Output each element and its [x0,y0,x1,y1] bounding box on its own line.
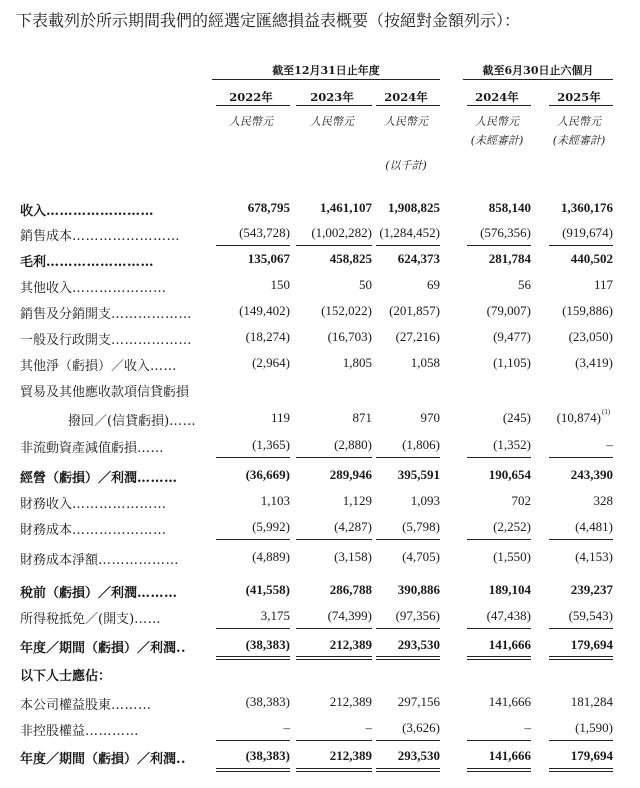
table-cell-value: 150 [270,277,290,292]
total-rule [296,539,372,540]
table-cell-value: 141,666 [488,637,531,652]
table-cell-value: 289,946 [329,467,372,482]
total-rule [376,628,440,629]
total-rule [216,740,290,741]
row-label [20,582,178,601]
row-label [20,637,186,656]
total-rule [216,628,290,629]
table-cell-value: (4,705) [402,549,440,564]
row-leader-dots: ………………… [72,497,167,512]
table-cell [503,303,613,319]
total-rule [467,771,531,772]
table-cell-value: 135,067 [247,251,290,266]
column-unit-4: 人民幣元 [557,115,601,128]
group-underline-annual [212,79,440,80]
total-rule [549,457,613,458]
row-label-text: 其他收入 [20,281,73,296]
table-cell-value: (1,002,282) [311,225,372,240]
total-rule [376,659,440,660]
table-cell-value: – [365,720,372,735]
table-cell-value: (2,880) [334,437,372,452]
row-leader-dots: ……… [111,698,152,713]
table-cell-value: 3,175 [260,608,290,623]
row-label [20,251,154,270]
total-rule [296,659,372,660]
column-unit-2: 人民幣元 [384,115,428,128]
column-year-1: 2023年 [310,90,354,104]
total-rule [467,656,531,657]
table-cell-value: – [606,437,613,452]
table-cell-value: (245) [502,410,531,425]
column-unit-3: 人民幣元 [475,115,519,128]
total-rule [549,771,613,772]
column-year-underline-0 [216,105,290,106]
table-cell-value: (576,356) [480,225,531,240]
table-cell-value: (9,477) [493,329,531,344]
table-cell-value: 395,591 [397,467,440,482]
table-cell-value: 286,788 [329,582,372,597]
table-cell-value: (543,728) [239,225,290,240]
table-cell [503,582,613,598]
total-rule [549,628,613,629]
row-leader-dots: ……………… [98,553,180,568]
total-rule [376,768,440,769]
table-cell-value: (23,050) [568,329,613,344]
table-cell [503,748,613,764]
row-label [20,225,180,244]
total-rule [549,740,613,741]
table-cell [503,277,613,293]
total-rule [467,245,531,246]
table-cell-value: 119 [270,410,290,425]
total-rule [296,740,372,741]
table-cell-value: 181,284 [570,694,613,709]
total-rule [549,659,613,660]
row-label-text: 所得稅抵免／(開支) [20,612,135,627]
table-cell-value: (1,550) [493,549,531,564]
table-cell-value: – [283,720,290,735]
total-rule [216,457,290,458]
total-rule [376,457,440,458]
table-cell-value: (1,284,452) [379,225,440,240]
row-label-text: 以下人士應佔： [20,669,112,684]
row-label [20,519,167,538]
total-rule [216,245,290,246]
total-rule [296,245,372,246]
total-rule [376,539,440,540]
table-cell-value: 189,104 [488,582,531,597]
table-cell-value: (3,626) [402,720,440,735]
column-year-underline-3 [467,105,531,106]
row-leader-dots: …… [150,359,178,374]
table-cell-value: 458,825 [329,251,372,266]
table-cell-value: 243,390 [570,467,613,482]
total-rule [296,457,372,458]
row-label [20,329,192,348]
row-label-text: 年度／期間（虧損）／利潤 [20,752,177,767]
column-year-4: 2025年 [557,90,601,104]
table-cell-value: 239,237 [570,582,613,597]
table-cell-value: 970 [420,410,440,425]
table-cell-value: 117 [593,277,613,292]
table-cell [503,694,613,710]
table-cell-value: 871 [352,410,372,425]
total-rule [467,457,531,458]
total-rule [549,245,613,246]
row-leader-dots: ……… [137,471,178,486]
row-leader-dots: .. [176,752,187,767]
table-cell [503,329,613,345]
row-leader-dots: ………………… [72,281,167,296]
row-label-text: 非控股權益 [20,724,86,739]
table-cell-value: (47,438) [486,608,531,623]
table-cell-value: 1,129 [342,493,372,508]
row-leader-dots: ………… [85,724,140,739]
table-cell [491,410,601,426]
table-cell-value: 50 [359,277,372,292]
table-cell-value: (152,022) [321,303,372,318]
table-cell-value: 141,666 [488,748,531,763]
row-label-text: 貿易及其他應收款項信貸虧損 [20,385,190,400]
total-rule [467,659,531,660]
column-year-underline-4 [549,105,613,106]
table-cell-value: (10,874) [556,410,601,425]
table-cell-value: (38,383) [245,748,290,763]
table-cell-value: (79,007) [486,303,531,318]
column-unit-1: 人民幣元 [310,115,354,128]
total-rule [376,656,440,657]
table-cell [503,467,613,483]
column-year-3: 2024年 [475,90,519,104]
table-cell-value: (1,806) [402,437,440,452]
row-leader-dots: …………………… [72,229,181,244]
table-cell-value: 212,389 [329,637,372,652]
table-cell-value: 212,389 [329,694,372,709]
column-unaudited-4: (未經審計) [552,134,606,147]
table-cell-value: (1,365) [252,437,290,452]
table-cell-value: 1,805 [342,355,372,370]
table-cell-value: (36,669) [245,467,290,482]
table-cell [503,637,613,653]
total-rule [296,771,372,772]
row-label [20,355,177,374]
table-cell-value: (1,590) [575,720,613,735]
table-cell-value: 297,156 [397,694,440,709]
table-cell-value: (1,352) [493,437,531,452]
thousands-note: (以千計) [385,159,427,172]
table-cell-value: 293,530 [397,637,440,652]
table-cell-value: 190,654 [488,467,531,482]
table-cell [503,608,613,624]
table-cell-value: (59,543) [568,608,613,623]
table-cell-value: (74,399) [327,608,372,623]
table-cell-value: 390,886 [397,582,440,597]
row-leader-dots: ………………… [72,523,167,538]
row-leader-dots: ……………… [111,333,193,348]
table-cell-value: (149,402) [239,303,290,318]
table-cell-value: (4,287) [334,519,372,534]
row-label-text: 非流動資產減值虧損 [20,441,138,456]
table-cell-value: (5,992) [252,519,290,534]
footnote-marker: (1) [602,408,611,416]
table-cell-value: 1,103 [260,493,290,508]
row-label [20,467,178,486]
row-label [20,200,154,219]
row-label [20,549,179,568]
table-cell-value: 56 [518,277,531,292]
total-rule [467,768,531,769]
table-cell-value: (18,274) [245,329,290,344]
column-year-underline-1 [296,105,372,106]
table-cell-value: (97,356) [395,608,440,623]
table-cell-value: 212,389 [329,748,372,763]
table-cell [503,355,613,371]
group-header-annual: 截至12月31日止年度 [272,64,380,77]
row-label-text: 收入 [20,204,47,219]
row-label [20,694,152,713]
table-cell [503,519,613,535]
row-label [20,493,167,512]
column-unit-0: 人民幣元 [229,115,273,128]
table-cell-value: (41,558) [245,582,290,597]
table-cell-value: (1,105) [493,355,531,370]
table-cell-value: (919,674) [562,225,613,240]
table-cell [503,549,613,565]
column-year-0: 2022年 [229,90,273,104]
row-leader-dots: …… [137,441,165,456]
table-cell-value: (4,889) [252,549,290,564]
row-label-text: 其他淨（虧損）／收入 [20,359,151,374]
table-cell-value: 1,461,107 [320,200,372,215]
total-rule [216,659,290,660]
table-cell [503,493,613,509]
column-unaudited-3: (未經審計) [470,134,524,147]
intro-text: 下表載列於所示期間我們的經選定匯總損益表概要（按絕對金額列示）： [16,11,521,30]
table-cell [503,251,613,267]
row-label-text: 經營（虧損）／利潤 [20,471,138,486]
row-label [20,608,161,627]
row-label-text: 財務成本淨額 [20,553,99,568]
row-leader-dots: ……………… [111,307,193,322]
table-cell-value: 328 [593,493,613,508]
row-leader-dots: .. [176,641,187,656]
table-cell-value: (38,383) [245,637,290,652]
table-cell-value: 1,093 [410,493,440,508]
table-cell-value: 858,140 [488,200,531,215]
table-cell-value: (2,252) [493,519,531,534]
table-cell-value: (159,886) [562,303,613,318]
row-leader-dots: …… [134,612,162,627]
row-leader-dots: …… [169,414,197,429]
row-label-text: 撥回／(信貸虧損) [68,414,170,429]
table-cell-value: 678,795 [247,200,290,215]
row-label [20,665,111,684]
table-cell-value: 702 [511,493,531,508]
total-rule [296,768,372,769]
table-cell [503,720,613,736]
total-rule [216,768,290,769]
table-cell-value: – [524,720,531,735]
row-label-text: 銷售成本 [20,229,73,244]
row-label-text: 一般及行政開支 [20,333,112,348]
total-rule [296,628,372,629]
table-cell-value: (16,703) [327,329,372,344]
table-cell-value: (38,383) [245,694,290,709]
row-label [20,277,167,296]
row-leader-dots: ……… [137,586,178,601]
total-rule [467,628,531,629]
table-cell-value: 179,694 [570,748,613,763]
table-cell-value: 69 [427,277,440,292]
total-rule [467,539,531,540]
total-rule [376,245,440,246]
row-label [20,720,139,739]
row-leader-dots: …………………… [46,204,155,219]
total-rule [549,768,613,769]
row-label [20,748,186,767]
table-cell [503,200,613,216]
total-rule [549,539,613,540]
table-cell-value: (3,419) [575,355,613,370]
row-label-text: 本公司權益股東 [20,698,112,713]
total-rule [376,740,440,741]
table-cell-value: 141,666 [488,694,531,709]
table-cell-value: 1,360,176 [561,200,613,215]
total-rule [467,740,531,741]
table-cell-value: 624,373 [397,251,440,266]
table-cell-value: (2,964) [252,355,290,370]
row-label-text: 財務收入 [20,497,73,512]
row-label [20,437,164,456]
group-underline-interim [463,79,613,80]
table-cell-value: 179,694 [570,637,613,652]
row-label-text: 年度／期間（虧損）／利潤 [20,641,177,656]
table-cell-value: (201,857) [389,303,440,318]
row-label [20,381,189,400]
table-cell-value: 1,908,825 [388,200,440,215]
column-year-2: 2024年 [384,90,428,104]
row-label-text: 財務成本 [20,523,73,538]
table-cell-value: 440,502 [570,251,613,266]
table-cell [503,225,613,241]
total-rule [216,539,290,540]
table-cell-value: (4,153) [575,549,613,564]
group-header-interim: 截至6月30日止六個月 [482,64,594,77]
table-cell-value: (5,798) [402,519,440,534]
row-label [68,410,196,429]
total-rule [216,771,290,772]
row-label [20,303,192,322]
table-cell [503,437,613,453]
table-cell-value: (27,216) [395,329,440,344]
table-cell-value: (4,481) [575,519,613,534]
total-rule [296,656,372,657]
column-year-underline-2 [376,105,440,106]
row-label-text: 銷售及分銷開支 [20,307,112,322]
total-rule [376,771,440,772]
table-cell-value: 281,784 [488,251,531,266]
row-label-text: 稅前（虧損）／利潤 [20,586,138,601]
row-leader-dots: …………………… [46,255,155,270]
row-label-text: 毛利 [20,255,47,270]
table-cell-value: (3,158) [334,549,372,564]
total-rule [549,656,613,657]
table-cell-value: 293,530 [397,748,440,763]
table-cell-value: 1,058 [410,355,440,370]
total-rule [216,656,290,657]
